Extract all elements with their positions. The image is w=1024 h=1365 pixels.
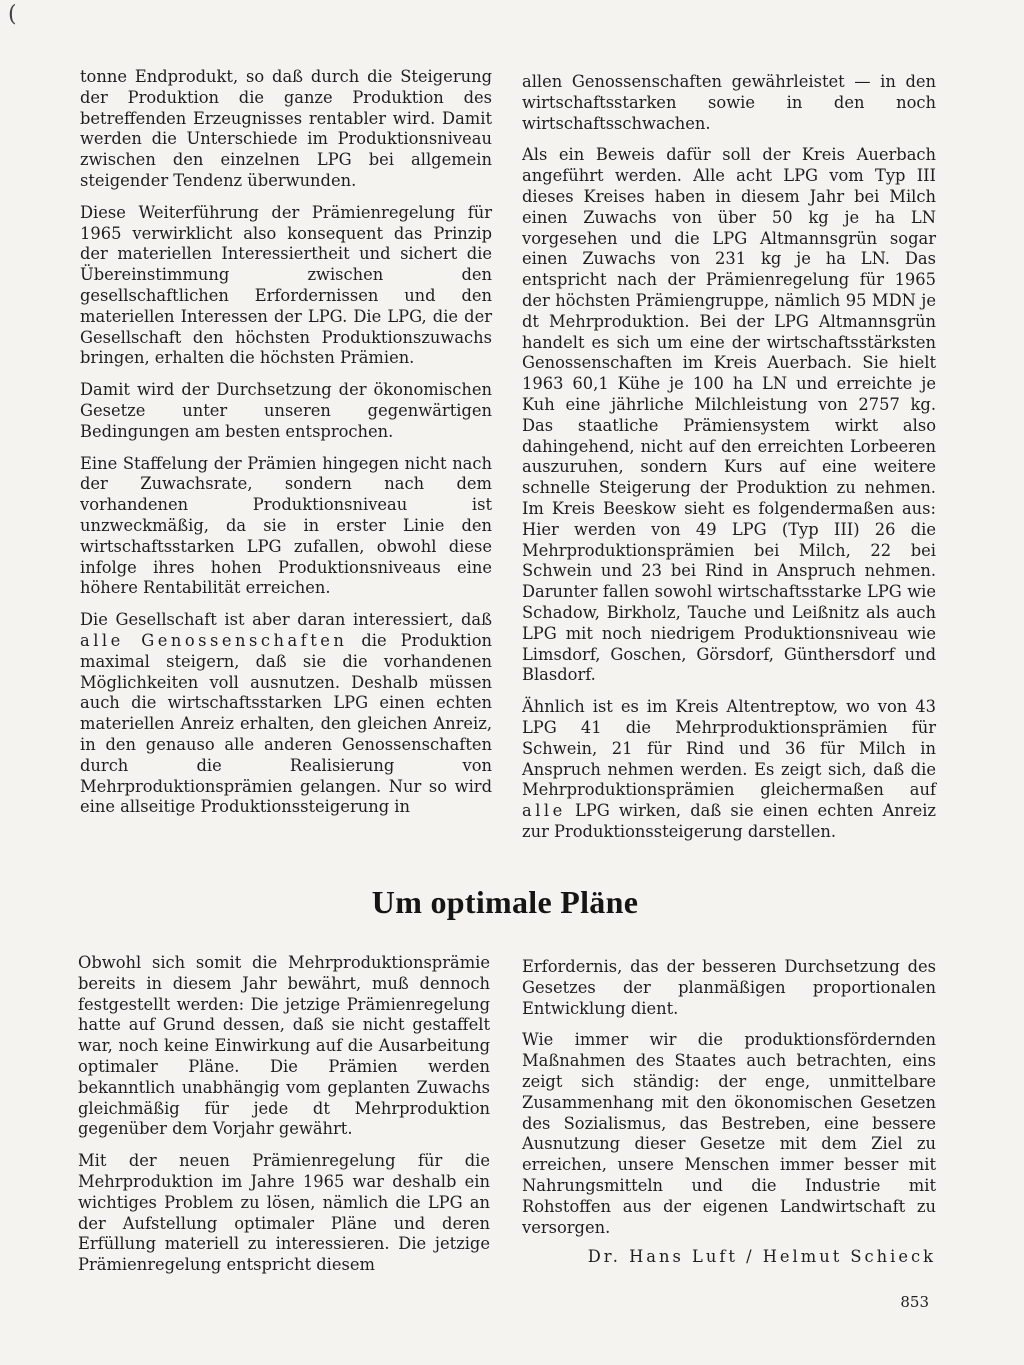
paragraph-text: Ähnlich ist es im Kreis Altentreptow, wo von 43 LPG 41 die Mehrproduktionsprämien für Schwein, 21 für Rind und 36 für Milch in Anspruch nehmen werden. Es zeigt sich, daß die Mehrproduktionsprämien gleichermaßen auf [522, 697, 936, 800]
paragraph: Damit wird der Durchsetzung der ökonomischen Gesetze unter unseren gegenwärtigen Bedingungen am besten entsprochen. [80, 380, 492, 441]
paragraph: tonne Endprodukt, so daß durch die Steigerung der Produktion die ganze Produktion des betreffenden Erzeugnisses rentabler wird. Damit werden die Unterschiede im Produktionsniveau zwischen den einzelnen LPG bei allgemein steigender Tendenz überwunden. [80, 67, 492, 190]
paragraph-text: die Produktion maximal steigern, daß sie die vorhandenen Möglichkeiten voll ausnutzen. Deshalb müssen auch die wirtschaftsstarken LPG einen echten materiellen Anreiz erhalten, den gleichen Anreiz, in den genauso alle anderen Genossenschaften durch die Realisierung von Mehrproduktionsprämien gelangen. Nur so wird eine allseitige Produktionssteigerung in [80, 630, 492, 817]
paragraph: Als ein Beweis dafür soll der Kreis Auerbach angeführt werden. Alle acht LPG vom Typ III dieses Kreises haben in diesem Jahr bei Milch einen Zuwachs von über 50 kg je ha LN vorgesehen und die LPG Altmannsgrün sogar einen Zuwachs von 231 kg je ha LN. Das entspricht nach der Prämienregelung für 1965 der höchsten Prämiengruppe, nämlich 95 MDN je dt Mehrproduktion. Bei der LPG Altmannsgrün handelt es sich um eine der wirtschaftsstärksten Genossenschaften im Kreis Auerbach. Sie hielt 1963 60,1 Kühe je 100 ha LN und erreichte je Kuh eine jährliche Milchleistung von 2757 kg. Das staatliche Prämiensystem wirkt also dahingehend, nicht auf den erreichten Lorbeeren auszuruhen, sondern Kurs auf eine weitere schnelle Steigerung der Produktion zu nehmen. Im Kreis Beeskow sieht es folgendermaßen aus: Hier werden von 49 LPG (Typ III) 26 die Mehrproduktionsprämien bei Milch, 22 bei Schwein und 23 bei Rind in Anspruch nehmen. Darunter fallen sowohl wirtschaftsstarke LPG wie Schadow, Birkholz, Tauche und Leißnitz als auch LPG mit noch niedrigem Produktionsniveau wie Limsdorf, Goschen, Görsdorf, Günthersdorf und Blasdorf. [522, 145, 936, 685]
author-signature: Dr. Hans Luft / Helmut Schieck [587, 1247, 936, 1266]
emphasized-text: alle Genossenschaften [80, 630, 348, 650]
paragraph: Eine Staffelung der Prämien hingegen nicht nach der Zuwachsrate, sondern nach dem vorhandenen Produktionsniveau ist unzweckmäßig, da sie in erster Linie den wirtschaftsstarken LPG zufallen, obwohl diese infolge ihres hohen Produktionsniveaus eine höhere Rentabilität erreichen. [80, 453, 492, 598]
paragraph: allen Genossenschaften gewährleistet — in den wirtschaftsstarken sowie in den noch wirtschaftsschwachen. [522, 72, 936, 133]
paragraph: Wie immer wir die produktionsfördernden Maßnahmen des Staates auch betrachten, eins zeigt sich ständig: der enge, unmittelbare Zusammenhang mit den ökonomischen Gesetzen des Sozialismus, das Bestreben, eine bessere Ausnutzung dieser Gesetze mit dem Ziel zu erreichen, unsere Menschen immer besser mit Nahrungsmitteln und die Industrie mit Rohstoffen aus der eigenen Landwirtschaft zu versorgen. [522, 1030, 936, 1237]
column-top-right [522, 72, 936, 854]
page-number: 853 [900, 1293, 929, 1311]
column-bottom-left [78, 953, 490, 1287]
paragraph-text: Die Gesellschaft ist aber daran interessiert, daß [80, 610, 492, 630]
paragraph: Erfordernis, das der besseren Durchsetzung des Gesetzes der planmäßigen proportionalen Entwicklung dient. [522, 957, 936, 1018]
column-bottom-right [522, 957, 936, 1249]
paragraph: Obwohl sich somit die Mehrproduktionsprämie bereits in diesem Jahr bewährt, muß dennoch festgestellt werden: Die jetzige Prämienregelung hatte auf Grund dessen, daß sie nicht gestaffelt war, noch keine Einwirkung auf die Ausarbeitung optimaler Pläne. Die Prämien werden bekanntlich unabhängig vom geplanten Zuwachs gleichmäßig für jede dt Mehrproduktion gegenüber dem Vorjahr gewährt. [78, 953, 490, 1139]
margin-mark: ( [8, 2, 17, 27]
column-top-left [80, 67, 492, 829]
paragraph: Diese Weiterführung der Prämienregelung für 1965 verwirklicht also konsequent das Prinzip der materiellen Interessiertheit und sichert die Übereinstimmung zwischen den gesellschaftlichen Erfordernissen und den materiellen Interessen der LPG. Die LPG, die der Gesellschaft den höchsten Produktionszuwachs bringen, erhalten die höchsten Prämien. [80, 202, 492, 368]
paragraph [522, 697, 936, 843]
paragraph [80, 610, 492, 818]
paragraph: Mit der neuen Prämienregelung für die Mehrproduktion im Jahre 1965 war deshalb ein wichtiges Problem zu lösen, nämlich die LPG an der Aufstellung optimaler Pläne und deren Erfüllung materiell zu interessieren. Die jetzige Prämienregelung entspricht diesem [78, 1151, 490, 1275]
emphasized-text: alle [522, 801, 566, 821]
section-heading: Um optimale Pläne [371, 884, 639, 920]
paragraph-text: LPG wirken, daß sie einen echten Anreiz zur Produktionssteigerung darstellen. [522, 801, 936, 841]
